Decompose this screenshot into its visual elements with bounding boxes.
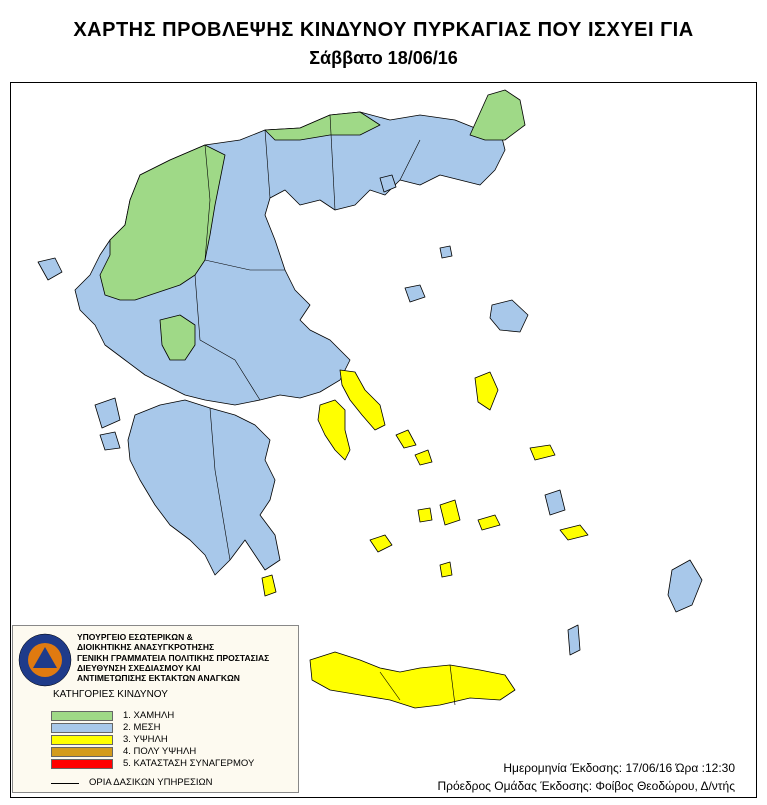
kalymnos-island [545,490,565,515]
kefalonia-island [95,398,120,428]
issue-president-text: Πρόεδρος Ομάδας Έκδοσης: Φοίβος Θεοδώρου, Δ/ντής [437,779,735,793]
ministry-line: ΔΙΟΙΚΗΤΙΚΗΣ ΑΝΑΣΥΓΚΡΟΤΗΣΗΣ [77,642,215,653]
legend-label-high: 3. ΥΨΗΛΗ [123,734,168,745]
legend-swatch-medium [51,723,113,733]
samothraki-island [440,246,452,258]
karpathos-island [568,625,580,655]
legend-swatch-very-high [51,747,113,757]
kythira-island [262,575,276,596]
santorini-island [440,562,452,577]
issue-date-text: Ημερομηνία Έκδοσης: 17/06/16 Ώρα :12:30 [503,761,735,775]
ministry-line: ΓΕΝΙΚΗ ΓΡΑΜΜΑΤΕΙΑ ΠΟΛΙΤΙΚΗΣ ΠΡΟΣΤΑΣΙΑΣ [77,652,270,663]
milos-island [370,535,392,552]
peloponnese-medium-region [128,400,280,575]
legend-boundary-label: ΟΡΙΑ ΔΑΣΙΚΩΝ ΥΠΗΡΕΣΙΩΝ [89,777,213,788]
legend-swatch-high [51,735,113,745]
map-title: ΧΑΡΤΗΣ ΠΡΟΒΛΕΨΗΣ ΚΙΝΔΥΝΟΥ ΠΥΡΚΑΓΙΑΣ ΠΟΥ ΙΣΧΥΕΙ ΓΙΑ [73,19,694,41]
legend-swatch-low [51,711,113,721]
ministry-line: ΑΝΤΙΜΕΤΩΠΙΣΗΣ ΕΚΤΑΚΤΩΝ ΑΝΑΓΚΩΝ [77,673,240,684]
ministry-line: ΔΙΕΥΘΥΝΣΗ ΣΧΕΔΙΑΣΜΟΥ ΚΑΙ [77,662,201,673]
map-legend [12,625,299,793]
categories-title: ΚΑΤΗΓΟΡΙΕΣ ΚΙΝΔΥΝΟΥ [53,689,168,700]
thrace-low-region [470,90,525,140]
euboea-north-high-region [340,370,385,430]
legend-boundary-line [51,783,79,784]
amorgos-island [478,515,500,530]
kos-island [560,525,588,540]
zakynthos-island [100,432,120,450]
samos-island [530,445,555,460]
rhodes-island [668,560,702,612]
naxos-island [440,500,460,525]
civil-protection-logo [17,632,73,688]
tinos-island [415,450,432,465]
legend-label-alarm: 5. ΚΑΤΑΣΤΑΣΗ ΣΥΝΑΓΕΡΜΟΥ [123,758,255,769]
legend-swatch-alarm [51,759,113,769]
legend-label-low: 1. ΧΑΜΗΛΗ [123,710,175,721]
ministry-text [77,632,295,683]
crete-high-region [310,652,515,708]
lesvos-island [490,300,528,332]
map-date: Σάββατο 18/06/16 [309,48,458,68]
legend-label-medium: 2. ΜΕΣΗ [123,722,161,733]
lemnos-island [405,285,425,302]
paros-island [418,508,432,522]
ministry-line: ΥΠΟΥΡΓΕΙΟ ΕΣΩΤΕΡΙΚΩΝ & [77,632,193,642]
euboea-high-region [318,400,350,460]
chios-island [475,372,498,410]
andros-island [396,430,416,448]
corfu-island [38,258,62,280]
legend-label-very-high: 4. ΠΟΛΥ ΥΨΗΛΗ [123,746,197,757]
